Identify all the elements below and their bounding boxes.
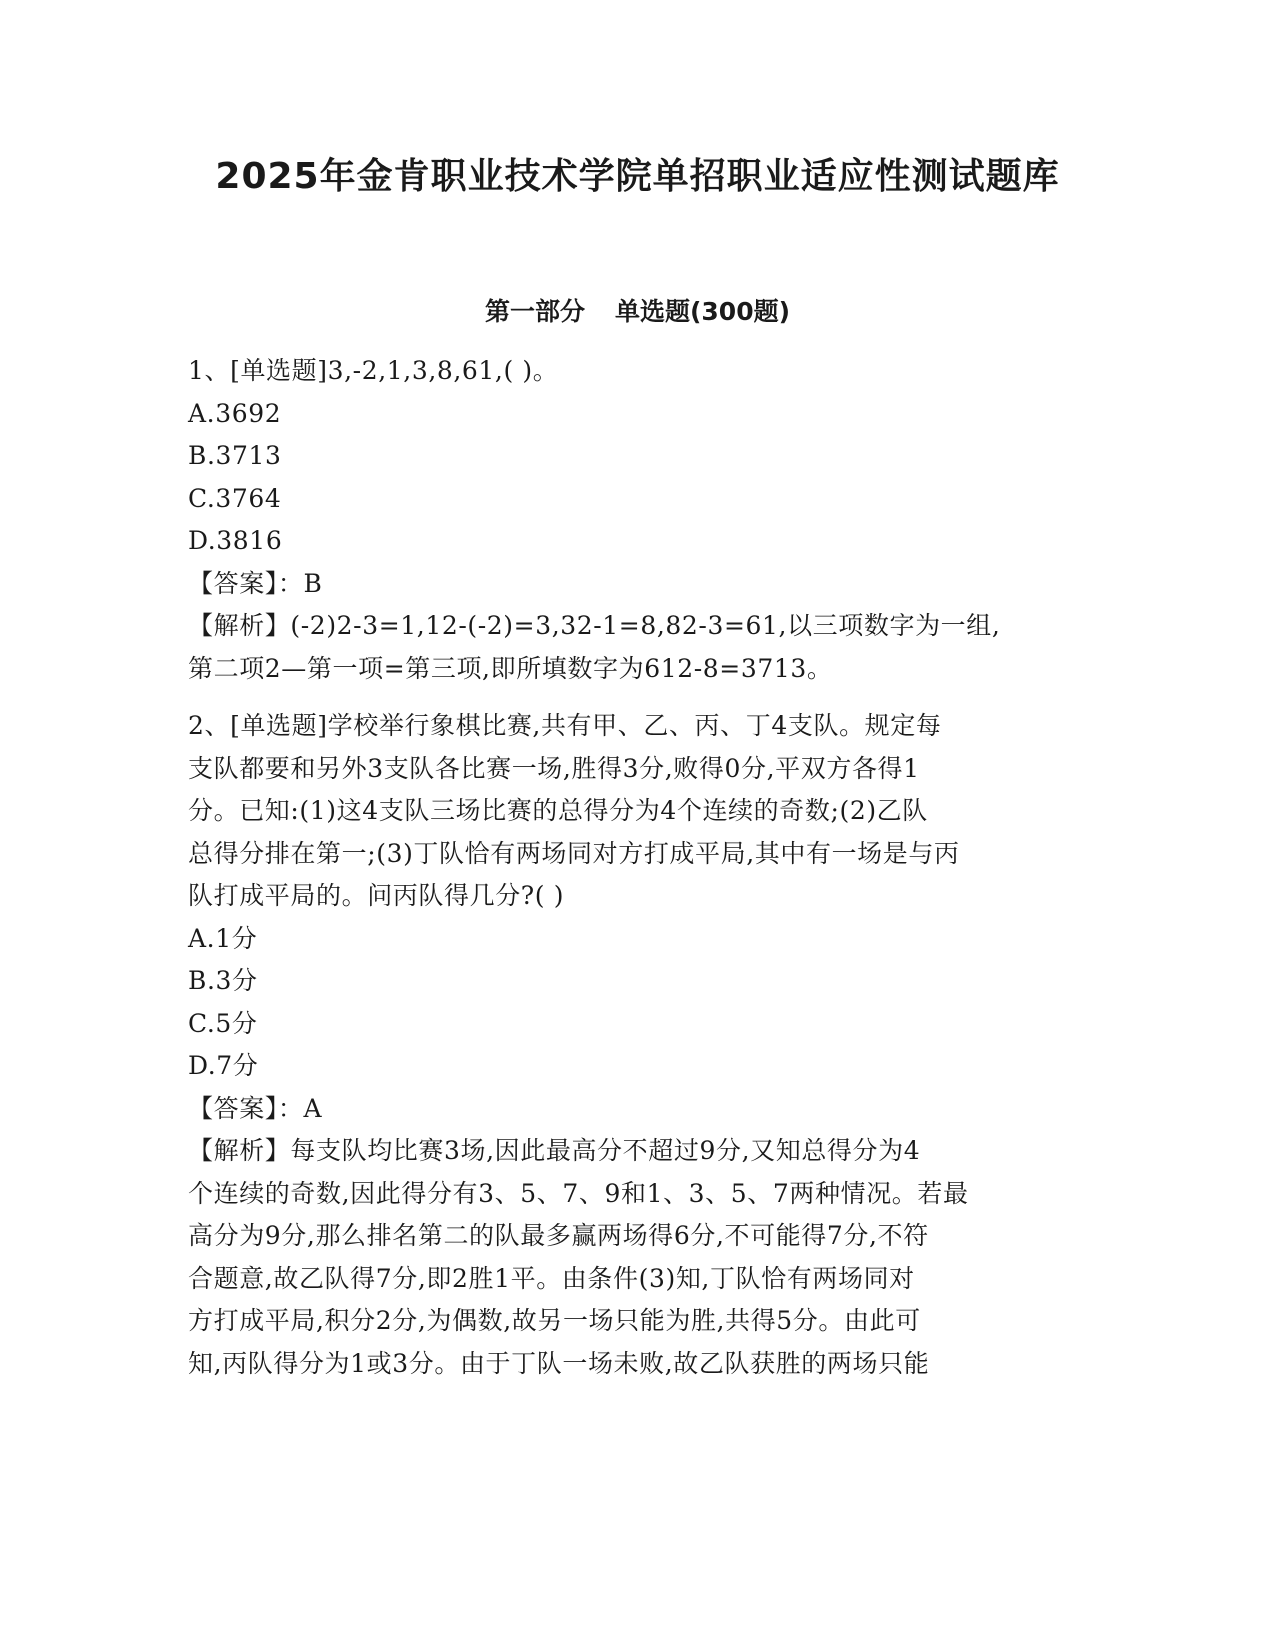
analysis-label: 【解析】 <box>188 1136 291 1165</box>
document-title: 2025年金肯职业技术学院单招职业适应性测试题库 <box>215 156 1060 197</box>
question-stem: 分。已知:(1)这4支队三场比赛的总得分为4个连续的奇数;(2)乙队 <box>188 796 928 825</box>
answer-value: A <box>303 1093 323 1123</box>
analysis-line <box>188 605 1078 648</box>
option-b: B.3分 <box>188 966 258 995</box>
question-stem: 支队都要和另外3支队各比赛一场,胜得3分,败得0分,平双方各得1 <box>188 753 920 783</box>
analysis-text: 每支队均比赛3场,因此最高分不超过9分,又知总得分为4 <box>290 1136 921 1165</box>
question-stem: 队打成平局的。问丙队得几分?( ) <box>188 881 565 910</box>
option-c: C.5分 <box>188 1008 258 1038</box>
question-stem: 总得分排在第一;(3)丁队恰有两场同对方打成平局,其中有一场是与丙 <box>188 838 960 868</box>
section-part: 第一部分 <box>484 297 585 326</box>
analysis-label: 【解析】 <box>188 611 291 640</box>
answer-line <box>188 563 1078 606</box>
question-1 <box>188 350 1078 690</box>
analysis-line: 个连续的奇数,因此得分有3、5、7、9和1、3、5、7两种情况。若最 <box>188 1178 969 1208</box>
answer-label: 【答案】： <box>188 568 304 598</box>
answer-value: B <box>303 568 323 598</box>
answer-line <box>188 1088 1078 1131</box>
question-stem: 1、[单选题]3,-2,1,3,8,61,( )。 <box>188 356 559 385</box>
option-c: C.3764 <box>188 483 282 513</box>
option-d: D.3816 <box>188 526 283 555</box>
question-list <box>188 350 1078 1385</box>
option-a: A.3692 <box>188 398 282 428</box>
question-stem: 2、[单选题]学校举行象棋比赛,共有甲、乙、丙、丁4支队。规定每 <box>188 711 942 740</box>
analysis-line <box>188 1130 1078 1173</box>
option-a: A.1分 <box>188 923 258 953</box>
answer-label: 【答案】： <box>188 1093 304 1123</box>
section-name: 单选题(300题) <box>614 297 791 326</box>
analysis-line: 第二项2—第一项=第三项,即所填数字为612-8=3713。 <box>188 653 833 683</box>
analysis-text: (-2)2-3=1,12-(-2)=3,32-1=8,82-3=61,以三项数字为一组, <box>290 611 1001 640</box>
analysis-line: 合题意,故乙队得7分,即2胜1平。由条件(3)知,丁队恰有两场同对 <box>188 1263 915 1293</box>
option-b: B.3713 <box>188 441 282 470</box>
analysis-line: 方打成平局,积分2分,为偶数,故另一场只能为胜,共得5分。由此可 <box>188 1306 921 1335</box>
question-2 <box>188 705 1078 1385</box>
analysis-line: 高分为9分,那么排名第二的队最多赢两场得6分,不可能得7分,不符 <box>188 1221 929 1250</box>
section-title <box>0 292 1275 328</box>
analysis-line: 知,丙队得分为1或3分。由于丁队一场未败,故乙队获胜的两场只能 <box>188 1348 930 1378</box>
option-d: D.7分 <box>188 1051 259 1080</box>
